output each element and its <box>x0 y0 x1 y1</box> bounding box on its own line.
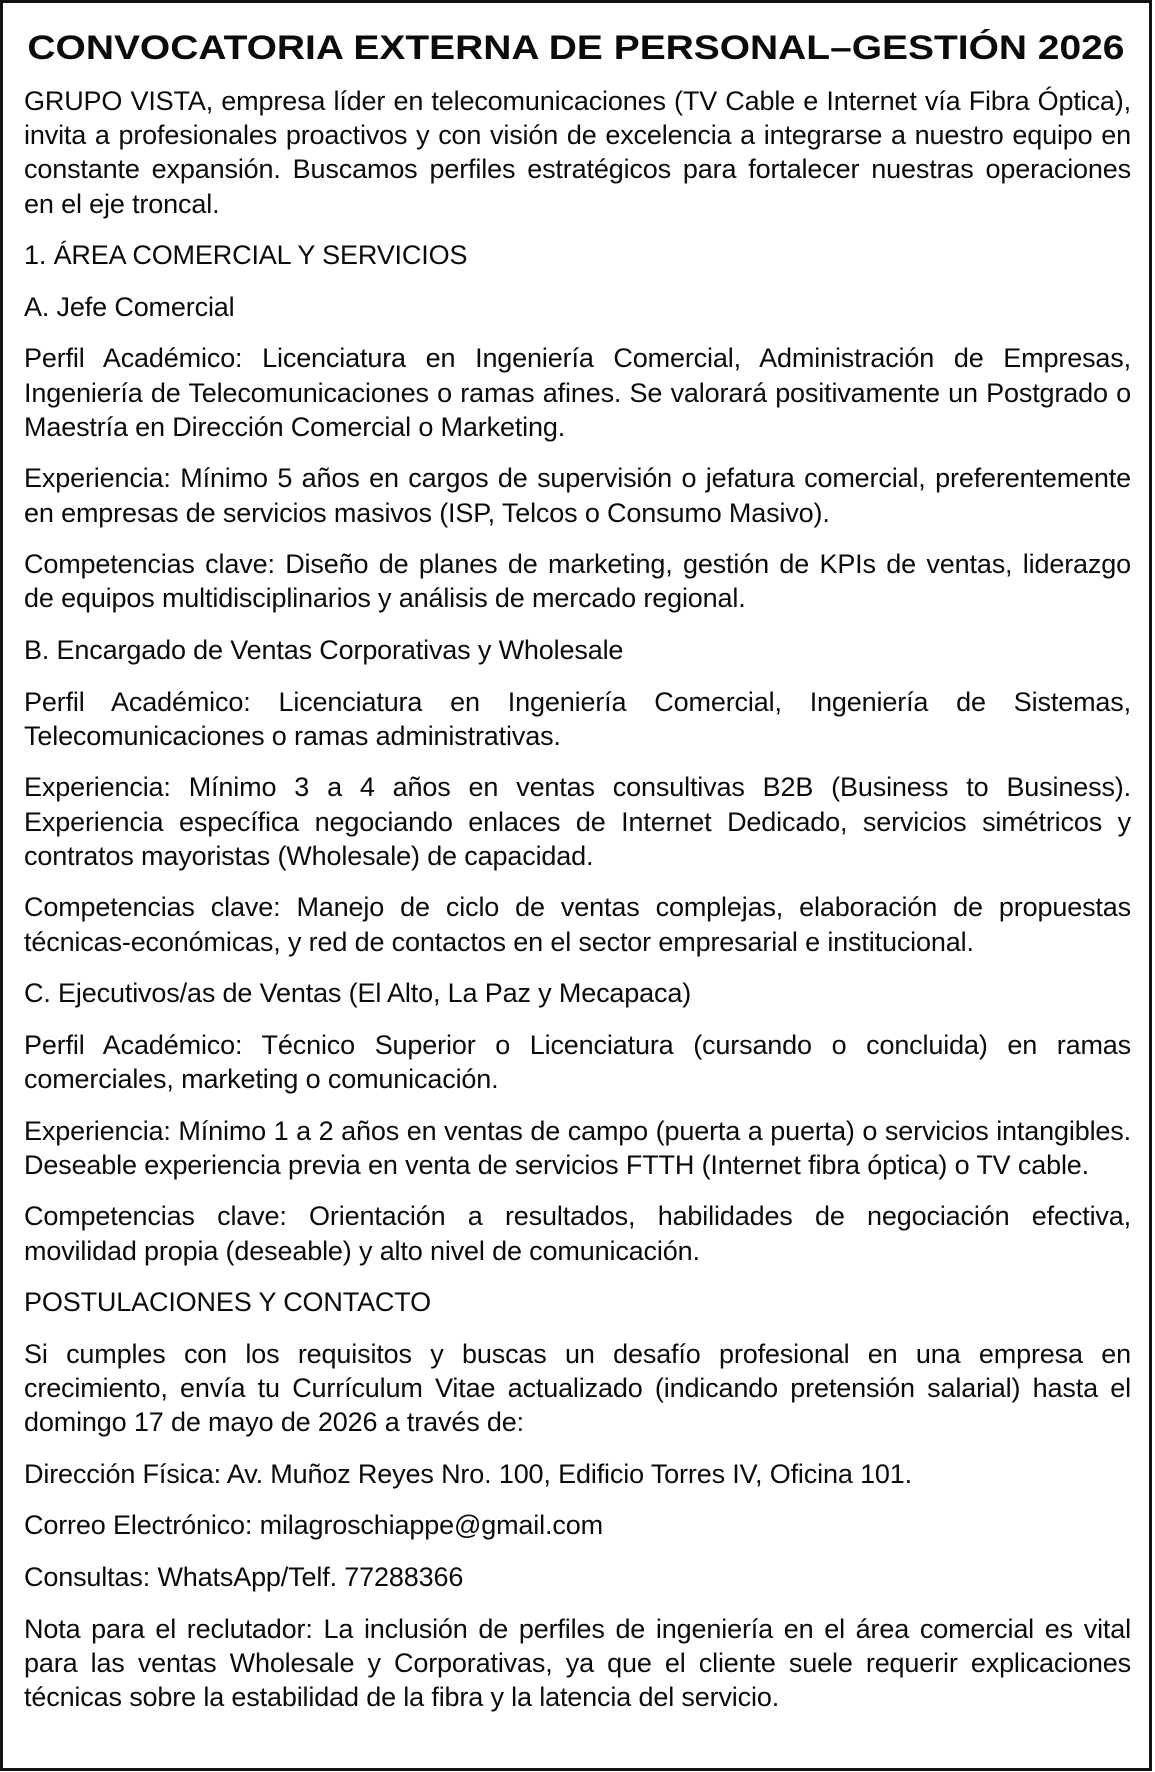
page-title <box>3 30 1149 66</box>
address-line <box>24 1457 1131 1491</box>
position-heading-ventas-corporativas: B. Encargado de Ventas Corporativas y Wholesale <box>24 634 624 665</box>
application-instructions: Si cumples con los requisitos y buscas un desafío profesional en una empresa en crecimiento, envía tu Currículum Vitae actualizado (indicando pretensión salarial) hasta el domingo 17 de mayo de 2026 a través de: <box>24 1338 1131 1438</box>
page-title-text: CONVOCATORIA EXTERNA DE PERSONAL–GESTIÓN 2026 <box>27 29 1125 67</box>
position-competencias: Competencias clave: Diseño de planes de marketing, gestión de KPIs de ventas, liderazgo de equipos multidisciplinarios y análisis de mercado regional. <box>24 549 1131 614</box>
contact-heading: POSTULACIONES Y CONTACTO <box>24 1287 431 1318</box>
position-competencias: Competencias clave: Orientación a resultados, habilidades de negociación efectiva, movilidad propia (deseable) y alto nivel de comunicación. <box>24 1201 1131 1266</box>
position-experiencia: Experiencia: Mínimo 1 a 2 años en ventas de campo (puerta a puerta) o servicios intangibles. Deseable experiencia previa en venta de servicios FTTH (Internet fibra óptica) o TV cable. <box>24 1115 1131 1180</box>
position-experiencia: Experiencia: Mínimo 3 a 4 años en ventas consultivas B2B (Business to Business). Experiencia específica negociando enlaces de Internet Dedicado, servicios simétricos y contratos mayoristas (Wholesale) de capacidad. <box>24 772 1131 871</box>
email-line <box>24 1508 1131 1542</box>
position-perfil: Perfil Académico: Técnico Superior o Licenciatura (cursando o concluida) en ramas comerciales, marketing o comunicación. <box>24 1029 1131 1094</box>
address-label: Dirección Física: <box>24 1458 221 1489</box>
position-perfil: Perfil Académico: Licenciatura en Ingeniería Comercial, Ingeniería de Sistemas, Telecomunicaciones o ramas administrativas. <box>24 686 1131 751</box>
position-heading-jefe-comercial: A. Jefe Comercial <box>24 291 235 322</box>
position-experiencia: Experiencia: Mínimo 5 años en cargos de supervisión o jefatura comercial, preferentemente en empresas de servicios masivos (ISP, Telcos o Consumo Masivo). <box>24 463 1131 528</box>
area-heading: 1. ÁREA COMERCIAL Y SERVICIOS <box>24 240 468 271</box>
phone-label: Consultas: <box>24 1561 151 1592</box>
address-value: Av. Muñoz Reyes Nro. 100, Edificio Torres IV, Oficina 101. <box>226 1458 913 1489</box>
email-label: Correo Electrónico: <box>24 1510 253 1541</box>
position-perfil: Perfil Académico: Licenciatura en Ingeniería Comercial, Administración de Empresas, Ingeniería de Telecomunicaciones o ramas afines. Se valorará positivamente un Postgrado o Maestría en Dirección Comercial o Marketing. <box>24 343 1131 442</box>
posting-body <box>24 84 1131 1714</box>
position-competencias: Competencias clave: Manejo de ciclo de ventas complejas, elaboración de propuestas técnicas-económicas, y red de contactos en el sector empresarial e institucional. <box>24 892 1131 957</box>
phone-value[interactable]: WhatsApp/Telf. 77288366 <box>157 1561 464 1592</box>
phone-line <box>24 1560 1131 1594</box>
email-link[interactable]: milagroschiappe@gmail.com <box>259 1510 603 1541</box>
intro-paragraph: GRUPO VISTA, empresa líder en telecomunicaciones (TV Cable e Internet vía Fibra Óptica), invita a profesionales proactivos y con visión de excelencia a integrarse a nuestro equipo en constante expansión. Buscamos perfiles estratégicos para fortalecer nuestras operaciones en el eje troncal. <box>24 86 1131 219</box>
recruiter-note: Nota para el reclutador: La inclusión de perfiles de ingeniería en el área comercial es vital para las ventas Wholesale y Corporativas, ya que el cliente suele requerir explicaciones técnicas sobre la estabilidad de la fibra y la latencia del servicio. <box>24 1613 1131 1712</box>
position-heading-ejecutivos-ventas: C. Ejecutivos/as de Ventas (El Alto, La Paz y Mecapaca) <box>24 978 692 1009</box>
